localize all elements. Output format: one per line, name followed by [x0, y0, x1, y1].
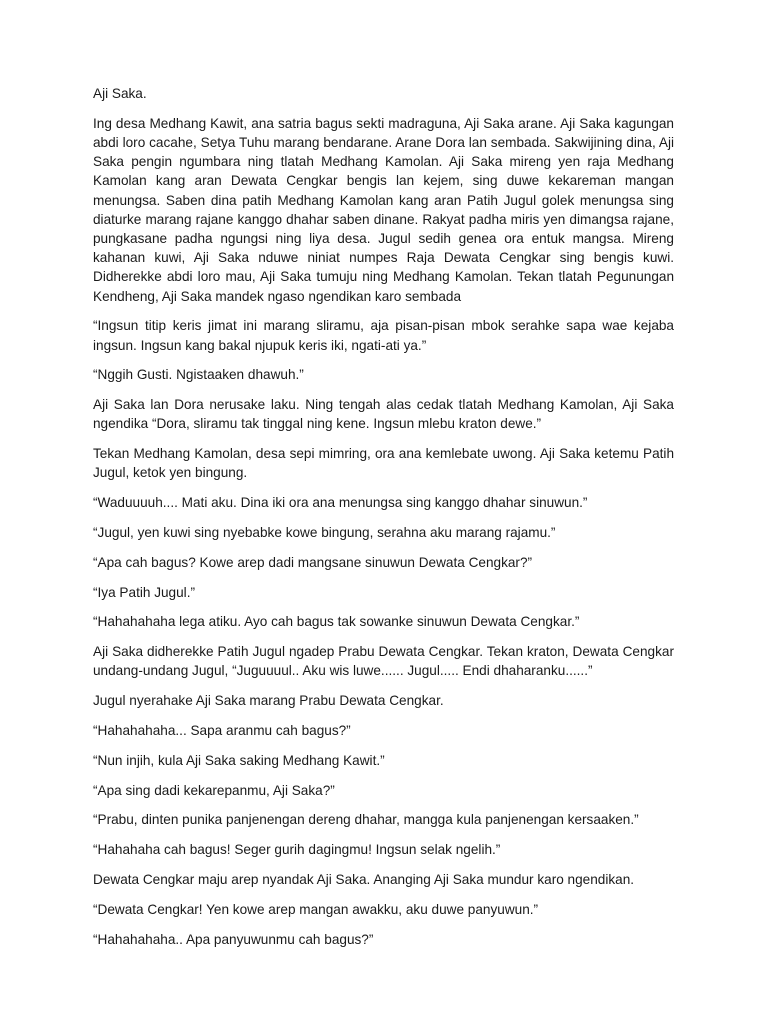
paragraph-dialogue: “Iya Patih Jugul.”: [93, 584, 195, 600]
paragraph-dialogue: “Nggih Gusti. Ngistaaken dhawuh.”: [93, 367, 304, 383]
paragraph-dialogue: “Hahahahaha.. Apa panyuwunmu cah bagus?”: [93, 931, 374, 947]
paragraph-dialogue: “Waduuuuh.... Mati aku. Dina iki ora ana menungsa sing kanggo dhahar sinuwun.”: [93, 495, 588, 511]
paragraph-narration: Jugul nyerahake Aji Saka marang Prabu Dewata Cengkar.: [93, 693, 444, 709]
document-page: [93, 84, 674, 959]
paragraph-narration: Dewata Cengkar maju arep nyandak Aji Saka. Ananging Aji Saka mundur karo ngendikan.: [93, 871, 635, 887]
paragraph-dialogue: “Prabu, dinten punika panjenengan dereng dhahar, mangga kula panjenengan kersaaken.”: [93, 812, 639, 828]
paragraph-dialogue: “Jugul, yen kuwi sing nyebabke kowe bingung, serahna aku marang rajamu.”: [93, 525, 556, 541]
paragraph-dialogue: “Hahahahaha lega atiku. Ayo cah bagus tak sowanke sinuwun Dewata Cengkar.”: [93, 614, 580, 630]
paragraph-dialogue: “Dewata Cengkar! Yen kowe arep mangan awakku, aku duwe panyuwun.”: [93, 901, 539, 917]
story-title: Aji Saka.: [93, 86, 147, 101]
paragraph-dialogue: “Apa sing dadi kekarepanmu, Aji Saka?”: [93, 782, 335, 798]
paragraph-dialogue: “Hahahahaha... Sapa aranmu cah bagus?”: [93, 723, 351, 738]
paragraph-narration: Aji Saka didherekke Patih Jugul ngadep Prabu Dewata Cengkar. Tekan kraton, Dewata Cengkar undang-undang Jugul, “Juguuuul.. Aku wis luwe...... Jugul..... Endi dhaharanku......”: [93, 644, 674, 679]
paragraph-narration: Tekan Medhang Kamolan, desa sepi mimring, ora ana kemlebate uwong. Aji Saka ketemu Patih Jugul, ketok yen bingung.: [93, 446, 674, 481]
paragraph-narration: Aji Saka lan Dora nerusake laku. Ning tengah alas cedak tlatah Medhang Kamolan, Aji Saka ngendika “Dora, sliramu tak tinggal ning kene. Ingsun mlebu kraton dewe.”: [93, 397, 674, 432]
paragraph-dialogue: “Nun injih, kula Aji Saka saking Medhang Kawit.”: [93, 752, 385, 768]
paragraph-intro: Ing desa Medhang Kawit, ana satria bagus sekti madraguna, Aji Saka arane. Aji Saka kagungan abdi loro cacahe, Setya Tuhu marang bendarane. Arane Dora lan sembada. Sakwijining dina, Aji Saka pengin ngumbara ning tlatah Medhang Kamolan. Aji Saka mireng yen raja Medhang Kamolan kang aran Dewata Cengkar bengis lan kejem, sing duwe kekareman mangan menungsa. Saben dina patih Medhang Kamolan kang aran Patih Jugul golek menungsa sing diaturke marang rajane kanggo dhahar saben dinane. Rakyat padha miris yen dimangsa rajane, pungkasane padha ngungsi ning liya desa. Jugul sedih genea ora entuk mangsa. Mireng kahanan kuwi, Aji Saka nduwe niniat numpes Raja Dewata Cengkar sing bengis kuwi. Didherekke abdi loro mau, Aji Saka tumuju ning Medhang Kamolan. Tekan tlatah Pegunungan Kendheng, Aji Saka mandek ngaso ngendikan karo sembada: [93, 115, 674, 304]
paragraph-dialogue: “Apa cah bagus? Kowe arep dadi mangsane sinuwun Dewata Cengkar?”: [93, 554, 533, 570]
paragraph-dialogue: “Ingsun titip keris jimat ini marang sliramu, aja pisan-pisan mbok serahke sapa wae kejaba ingsun. Ingsun kang bakal njupuk keris iki, ngati-ati ya.”: [93, 318, 674, 353]
paragraph-dialogue: “Hahahaha cah bagus! Seger gurih dagingmu! Ingsun selak ngelih.”: [93, 842, 501, 858]
